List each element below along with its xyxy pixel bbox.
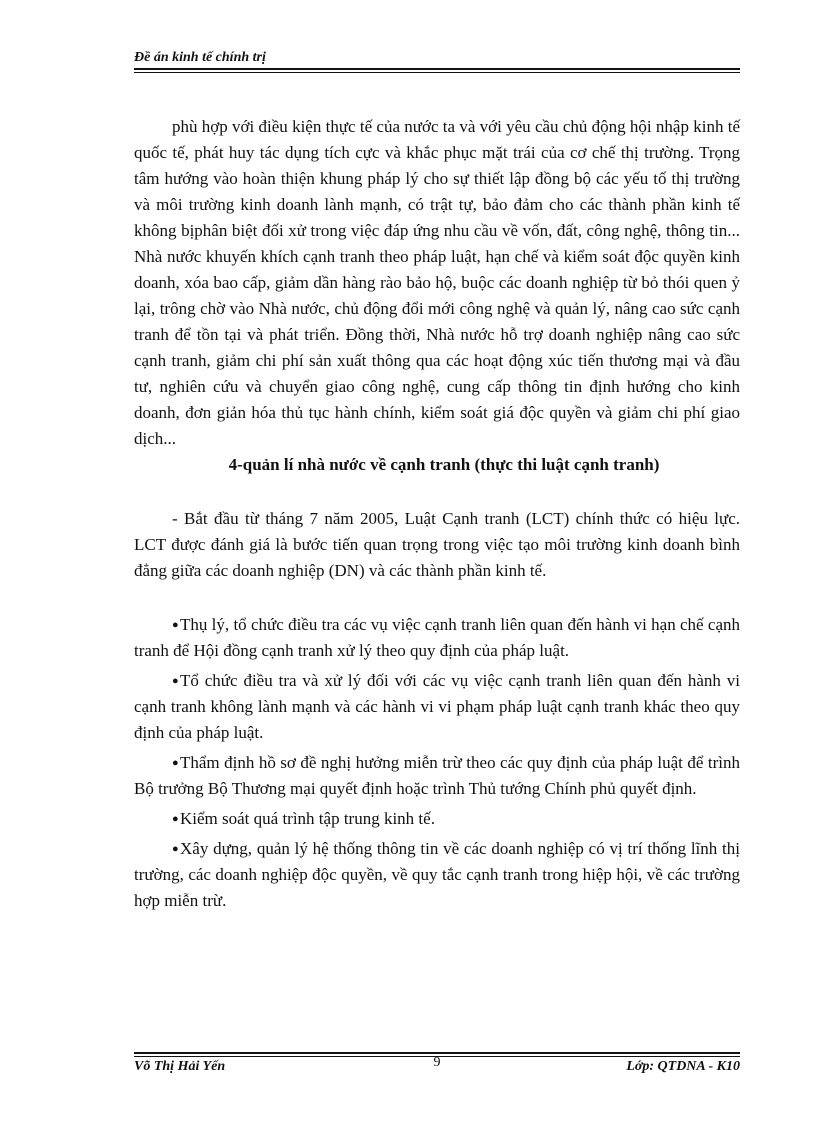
bullet-item: [134, 806, 740, 832]
header-rule-thin: [134, 72, 740, 73]
bullet-item: [134, 612, 740, 664]
bullet-dot-icon: ●: [172, 813, 179, 825]
intro-paragraph: phù hợp với điều kiện thực tế của nước ta và với yêu cầu chủ động hội nhập kinh tế quốc tế, phát huy tác dụng tích cực và khắc phục mặt trái của cơ chế thị trường. Trọng tâm hướng vào hoàn thiện khung pháp lý cho sự thiết lập đồng bộ các yếu tố thị trường và môi trường kinh doanh lành mạnh, có trật tự, bảo đảm cho các thành phần kinh tế không bịphân biệt đối xử trong việc đáp ứng nhu cầu về vốn, đất, công nghệ, thông tin... Nhà nước khuyến khích cạnh tranh theo pháp luật, hạn chế và kiểm soát độc quyền kinh doanh, xóa bao cấp, giảm dần hàng rào bảo hộ, buộc các doanh nghiệp từ bỏ thói quen ỷ lại, trông chờ vào Nhà nước, chủ động đổi mới công nghệ và quản lý, nâng cao sức cạnh tranh để tồn tại và phát triển. Đồng thời, Nhà nước hỗ trợ doanh nghiệp nâng cao sức cạnh tranh, giảm chi phí sản xuất thông qua các hoạt động xúc tiến thương mại và đầu tư, nghiên cứu và chuyển giao công nghệ, cung cấp thông tin định hướng cho kinh doanh, đơn giản hóa thủ tục hành chính, kiểm soát giá độc quyền và giảm chi phí giao dịch...: [134, 117, 740, 448]
bullet-dot-icon: ●: [172, 757, 179, 769]
document-body: [134, 114, 740, 918]
page-number: 9: [433, 1055, 441, 1070]
bullet-item: [134, 750, 740, 802]
header-title: Đề án kinh tế chính trị: [134, 50, 266, 65]
footer-row: [134, 1055, 740, 1077]
bullet-item: [134, 836, 740, 914]
bullet-text: Thụ lý, tổ chức điều tra các vụ việc cạnh tranh liên quan đến hành vi hạn chế cạnh tranh để Hội đồng cạnh tranh xử lý theo quy định của pháp luật.: [134, 615, 740, 660]
section-heading: 4-quản lí nhà nước về cạnh tranh (thực thi luật cạnh tranh): [228, 455, 660, 474]
page-header: [134, 50, 740, 66]
bullet-text: Kiểm soát quá trình tập trung kinh tế.: [180, 809, 435, 828]
bullet-dot-icon: ●: [172, 619, 179, 631]
footer-rule-thick: [134, 1052, 740, 1054]
bullet-text: Thẩm định hồ sơ đề nghị hưởng miễn trừ theo các quy định của pháp luật để trình Bộ trưởng Bộ Thương mại quyết định hoặc trình Thủ tướng Chính phủ quyết định.: [134, 753, 740, 798]
bullet-dot-icon: ●: [172, 843, 179, 855]
bullet-text: Tổ chức điều tra và xử lý đối với các vụ việc cạnh tranh liên quan đến hành vi cạnh tranh không lành mạnh và các hành vi vi phạm pháp luật cạnh tranh khác theo quy định của pháp luật.: [134, 671, 740, 742]
header-rule-thick: [134, 68, 740, 70]
footer-class-label: Lớp: QTDNA - K10: [626, 1059, 740, 1074]
lct-paragraph: - Bắt đầu từ tháng 7 năm 2005, Luật Cạnh tranh (LCT) chính thức có hiệu lực. LCT được đánh giá là bước tiến quan trọng trong việc tạo môi trường kinh doanh bình đẳng giữa các doanh nghiệp (DN) và các thành phần kinh tế.: [134, 509, 740, 580]
bullet-dot-icon: ●: [172, 675, 179, 687]
bullet-text: Xây dựng, quản lý hệ thống thông tin về các doanh nghiệp có vị trí thống lĩnh thị trường, các doanh nghiệp độc quyền, về quy tắc cạnh tranh trong hiệp hội, về các trường hợp miễn trừ.: [134, 839, 740, 910]
bullet-item: [134, 668, 740, 746]
footer-author: Võ Thị Hải Yến: [134, 1059, 226, 1074]
